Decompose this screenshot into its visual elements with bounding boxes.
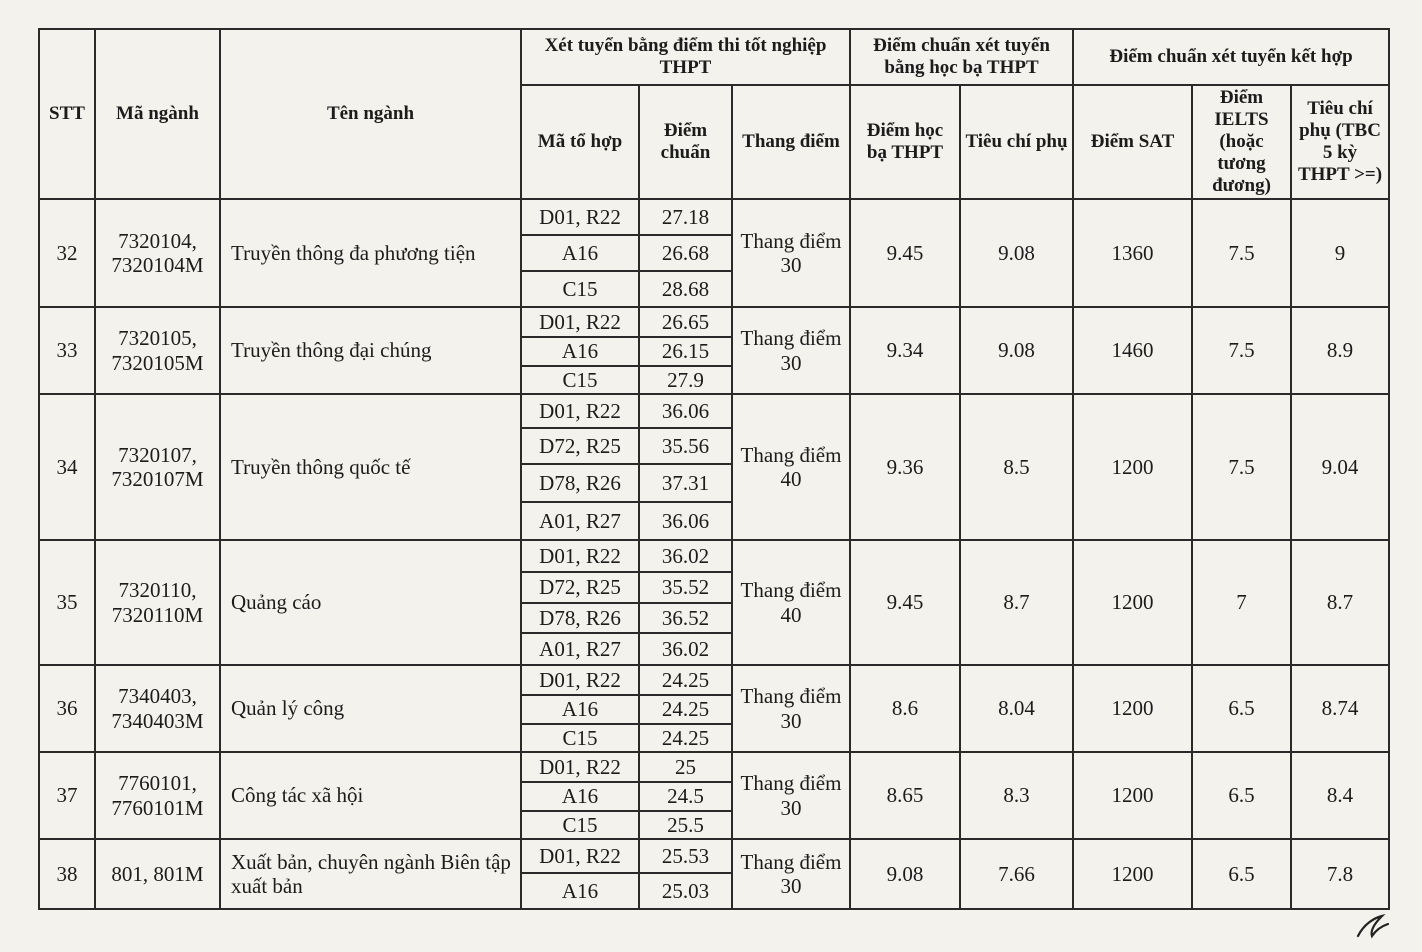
cell-diem-chuan: 26.68 — [639, 235, 732, 271]
cell-ma-to-hop: A01, R27 — [521, 502, 639, 540]
cell-diem-hoc-ba: 8.6 — [850, 665, 960, 752]
cell-diem-chuan: 27.9 — [639, 366, 732, 394]
cell-ma-to-hop: A16 — [521, 337, 639, 366]
cell-diem-hoc-ba: 9.34 — [850, 307, 960, 394]
cell-stt: 34 — [39, 394, 95, 540]
cell-tbc: 8.9 — [1291, 307, 1389, 394]
cell-ma-to-hop: D01, R22 — [521, 665, 639, 695]
cell-stt: 36 — [39, 665, 95, 752]
cell-diem-chuan: 24.25 — [639, 665, 732, 695]
cell-stt: 38 — [39, 839, 95, 909]
cell-ma-nganh: 7760101, 7760101M — [95, 752, 220, 839]
table-row — [39, 307, 1389, 337]
cell-diem-chuan: 24.25 — [639, 695, 732, 724]
cell-ma-to-hop: D01, R22 — [521, 839, 639, 873]
cell-ma-to-hop: A16 — [521, 695, 639, 724]
cell-tieu-chi-phu: 8.7 — [960, 540, 1073, 665]
cell-ma-to-hop: D78, R26 — [521, 603, 639, 633]
cell-ma-to-hop: D01, R22 — [521, 307, 639, 337]
cell-ma-to-hop: C15 — [521, 271, 639, 307]
header-hocba-group: Điểm chuẩn xét tuyển bằng học bạ THPT — [850, 29, 1073, 85]
header-tieu-chi-phu-tbc: Tiêu chí phụ (TBC 5 kỳ THPT >=) — [1291, 85, 1389, 199]
cell-diem-chuan: 25.53 — [639, 839, 732, 873]
cell-diem-ielts: 7.5 — [1192, 199, 1291, 307]
header-tieu-chi-phu: Tiêu chí phụ — [960, 85, 1073, 199]
table-body — [39, 199, 1389, 909]
score-table-sheet — [38, 28, 1388, 910]
cell-thang-diem: Thang điểm 30 — [732, 665, 850, 752]
cell-diem-hoc-ba: 9.45 — [850, 540, 960, 665]
cell-ma-to-hop: D01, R22 — [521, 540, 639, 572]
cell-diem-chuan: 24.25 — [639, 724, 732, 752]
cell-diem-hoc-ba: 9.45 — [850, 199, 960, 307]
cell-diem-chuan: 37.31 — [639, 464, 732, 502]
cell-diem-ielts: 7.5 — [1192, 307, 1291, 394]
header-ma-to-hop: Mã tổ hợp — [521, 85, 639, 199]
header-ma-nganh: Mã ngành — [95, 29, 220, 199]
header-stt: STT — [39, 29, 95, 199]
cell-ten-nganh: Công tác xã hội — [220, 752, 521, 839]
cell-tbc: 8.7 — [1291, 540, 1389, 665]
cell-diem-chuan: 27.18 — [639, 199, 732, 235]
header-thang-diem: Thang điểm — [732, 85, 850, 199]
cell-thang-diem: Thang điểm 30 — [732, 839, 850, 909]
cell-ma-nganh: 7320105, 7320105M — [95, 307, 220, 394]
cell-diem-chuan: 36.02 — [639, 633, 732, 665]
cell-diem-chuan: 26.65 — [639, 307, 732, 337]
cell-ten-nganh: Quản lý công — [220, 665, 521, 752]
cell-diem-chuan: 36.06 — [639, 394, 732, 428]
cell-tieu-chi-phu: 8.5 — [960, 394, 1073, 540]
cell-diem-chuan: 36.02 — [639, 540, 732, 572]
cell-thang-diem: Thang điểm 40 — [732, 394, 850, 540]
cell-diem-hoc-ba: 9.36 — [850, 394, 960, 540]
cell-diem-sat: 1360 — [1073, 199, 1192, 307]
cell-diem-sat: 1200 — [1073, 540, 1192, 665]
cell-ma-to-hop: A01, R27 — [521, 633, 639, 665]
table-row — [39, 540, 1389, 572]
cell-thang-diem: Thang điểm 30 — [732, 752, 850, 839]
table-row — [39, 665, 1389, 695]
cell-diem-chuan: 26.15 — [639, 337, 732, 366]
cell-stt: 35 — [39, 540, 95, 665]
header-ketthop-group: Điểm chuẩn xét tuyển kết hợp — [1073, 29, 1389, 85]
cell-stt: 37 — [39, 752, 95, 839]
cell-ma-to-hop: D01, R22 — [521, 199, 639, 235]
cell-diem-chuan: 25.03 — [639, 873, 732, 909]
cell-diem-ielts: 6.5 — [1192, 752, 1291, 839]
cell-diem-hoc-ba: 8.65 — [850, 752, 960, 839]
cell-tieu-chi-phu: 9.08 — [960, 199, 1073, 307]
cell-diem-chuan: 35.52 — [639, 572, 732, 603]
cell-tieu-chi-phu: 9.08 — [960, 307, 1073, 394]
cell-diem-chuan: 25.5 — [639, 811, 732, 839]
cell-diem-sat: 1200 — [1073, 394, 1192, 540]
cell-ma-to-hop: A16 — [521, 873, 639, 909]
cell-diem-chuan: 36.06 — [639, 502, 732, 540]
table-row — [39, 839, 1389, 873]
table-header — [39, 29, 1389, 199]
header-diem-hoc-ba: Điểm học bạ THPT — [850, 85, 960, 199]
cell-ma-to-hop: D78, R26 — [521, 464, 639, 502]
cell-ten-nganh: Quảng cáo — [220, 540, 521, 665]
signature-mark — [1352, 912, 1392, 942]
cell-ma-nganh: 7340403, 7340403M — [95, 665, 220, 752]
cell-diem-sat: 1200 — [1073, 752, 1192, 839]
cell-diem-hoc-ba: 9.08 — [850, 839, 960, 909]
cell-diem-ielts: 7.5 — [1192, 394, 1291, 540]
cell-ma-to-hop: D72, R25 — [521, 572, 639, 603]
cell-thang-diem: Thang điểm 30 — [732, 307, 850, 394]
cell-diem-sat: 1200 — [1073, 665, 1192, 752]
cell-diem-chuan: 24.5 — [639, 782, 732, 811]
cell-diem-sat: 1460 — [1073, 307, 1192, 394]
cell-ma-nganh: 7320107, 7320107M — [95, 394, 220, 540]
header-ten-nganh: Tên ngành — [220, 29, 521, 199]
cell-ten-nganh: Truyền thông đa phương tiện — [220, 199, 521, 307]
cell-ma-to-hop: D01, R22 — [521, 394, 639, 428]
cell-tbc: 8.4 — [1291, 752, 1389, 839]
header-thpt-group: Xét tuyển bằng điểm thi tốt nghiệp THPT — [521, 29, 850, 85]
cell-tieu-chi-phu: 7.66 — [960, 839, 1073, 909]
header-diem-chuan: Điểm chuẩn — [639, 85, 732, 199]
cell-diem-chuan: 25 — [639, 752, 732, 782]
cell-diem-chuan: 28.68 — [639, 271, 732, 307]
cell-tieu-chi-phu: 8.04 — [960, 665, 1073, 752]
cell-diem-ielts: 6.5 — [1192, 665, 1291, 752]
cell-tbc: 9.04 — [1291, 394, 1389, 540]
header-diem-ielts: Điểm IELTS (hoặc tương đương) — [1192, 85, 1291, 199]
cell-diem-chuan: 36.52 — [639, 603, 732, 633]
cell-ma-to-hop: A16 — [521, 782, 639, 811]
cell-diem-chuan: 35.56 — [639, 428, 732, 464]
table-row — [39, 199, 1389, 235]
cell-ma-nganh: 7320110, 7320110M — [95, 540, 220, 665]
cell-ma-nganh: 7320104, 7320104M — [95, 199, 220, 307]
cell-stt: 32 — [39, 199, 95, 307]
admission-score-table — [38, 28, 1390, 910]
cell-ma-to-hop: C15 — [521, 366, 639, 394]
cell-ma-to-hop: C15 — [521, 811, 639, 839]
cell-ma-nganh: 801, 801M — [95, 839, 220, 909]
cell-ten-nganh: Truyền thông đại chúng — [220, 307, 521, 394]
cell-ten-nganh: Truyền thông quốc tế — [220, 394, 521, 540]
cell-tieu-chi-phu: 8.3 — [960, 752, 1073, 839]
cell-thang-diem: Thang điểm 30 — [732, 199, 850, 307]
cell-tbc: 7.8 — [1291, 839, 1389, 909]
cell-diem-ielts: 6.5 — [1192, 839, 1291, 909]
cell-ma-to-hop: D72, R25 — [521, 428, 639, 464]
cell-ma-to-hop: A16 — [521, 235, 639, 271]
cell-tbc: 8.74 — [1291, 665, 1389, 752]
cell-thang-diem: Thang điểm 40 — [732, 540, 850, 665]
cell-ten-nganh: Xuất bản, chuyên ngành Biên tập xuất bản — [220, 839, 521, 909]
cell-stt: 33 — [39, 307, 95, 394]
table-row — [39, 394, 1389, 428]
header-diem-sat: Điểm SAT — [1073, 85, 1192, 199]
cell-ma-to-hop: C15 — [521, 724, 639, 752]
cell-tbc: 9 — [1291, 199, 1389, 307]
cell-ma-to-hop: D01, R22 — [521, 752, 639, 782]
cell-diem-ielts: 7 — [1192, 540, 1291, 665]
table-row — [39, 752, 1389, 782]
cell-diem-sat: 1200 — [1073, 839, 1192, 909]
